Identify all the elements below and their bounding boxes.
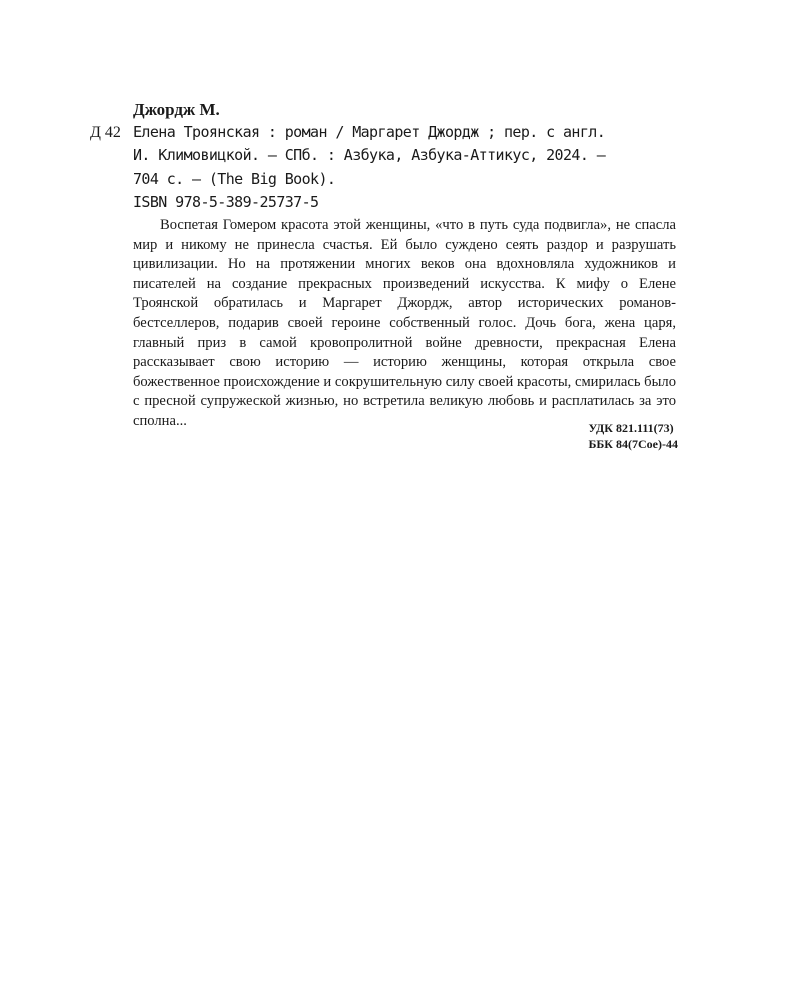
bibliographic-description — [133, 121, 678, 214]
bibliographic-line-title: Елена Троянская : роман / Маргарет Джордж ; пер. с англ. — [133, 123, 606, 141]
classification-codes — [588, 420, 678, 452]
call-number: Д 42 — [90, 124, 121, 141]
bibliographic-line-publisher: И. Климовицкой. — СПб. : Азбука, Азбука-Аттикус, 2024. — — [133, 146, 606, 165]
annotation-paragraph: Воспетая Гомером красота этой женщины, «что в путь суда подвигла», не спасла мир и никому не принесла счастья. Ей было суждено сеять раздор и разрушать цивилизации. Но на протяжении многих веков она вдохновляла художников и писателей на создание прекрасных произведений искусства. К мифу о Елене Троянской обратилась и Маргарет Джордж, автор исторических романов-бестселлеров, подарив своей героине собственный голос. Дочь бога, жена царя, главный приз в самой кровопролитной войне древности, прекрасная Елена рассказывает свою историю — историю женщины, которая открыла свое божественное происхождение и сокрушительную силу своей красоты, смирилась было с пресной супружеской жизнью, но встретила великую любовь и расплатилась за это сполна... — [133, 217, 676, 429]
isbn: ISBN 978-5-389-25737-5 — [133, 192, 319, 211]
bibliographic-line-pages-series: 704 с. — (The Big Book). — [133, 169, 336, 188]
udk-code: УДК 821.111(73) — [588, 421, 674, 435]
bbk-code: ББК 84(7Сое)-44 — [588, 437, 678, 451]
author-heading: Джордж М. — [133, 100, 220, 119]
